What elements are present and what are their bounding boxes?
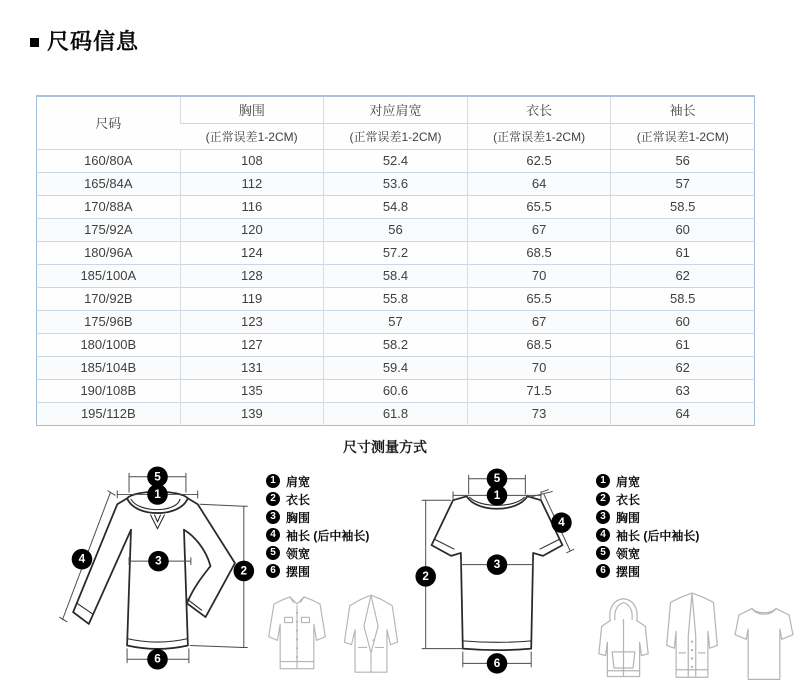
col-header-sleeve: 袖长 xyxy=(611,96,755,123)
cell: 185/100A xyxy=(37,264,181,287)
cell: 56 xyxy=(324,218,468,241)
marker-chest xyxy=(148,550,169,571)
size-table xyxy=(36,95,755,426)
legend-item xyxy=(266,545,402,562)
marker-shoulder-width xyxy=(147,484,168,505)
table-row xyxy=(37,172,755,195)
cell: 64 xyxy=(611,402,755,425)
cell: 58.4 xyxy=(324,264,468,287)
cell: 61 xyxy=(611,333,755,356)
cell: 57 xyxy=(324,310,468,333)
legend-item xyxy=(596,527,774,544)
svg-text:1: 1 xyxy=(493,488,501,502)
denim-jacket-icon xyxy=(266,589,328,681)
cell: 112 xyxy=(180,172,324,195)
page-title: 尺码信息 xyxy=(47,29,140,54)
cell: 160/80A xyxy=(37,149,181,172)
cell: 62.5 xyxy=(467,149,611,172)
cell: 60 xyxy=(611,310,755,333)
cell: 139 xyxy=(180,402,324,425)
legend-number-badge: 4 xyxy=(596,528,610,542)
table-row xyxy=(37,195,755,218)
legend-number-badge: 5 xyxy=(266,546,280,560)
measure-legend-right xyxy=(596,473,774,685)
legend-label: 摆围 xyxy=(286,564,311,579)
cardigan-icon xyxy=(663,589,721,685)
cell: 123 xyxy=(180,310,324,333)
cell: 67 xyxy=(467,218,611,241)
cell: 165/84A xyxy=(37,172,181,195)
svg-text:1: 1 xyxy=(154,487,161,501)
cell: 175/96B xyxy=(37,310,181,333)
legend-item xyxy=(596,509,774,526)
legend-item xyxy=(596,473,774,490)
legend-label: 摆围 xyxy=(616,564,641,579)
cell: 175/92A xyxy=(37,218,181,241)
cell: 70 xyxy=(467,356,611,379)
cell: 54.8 xyxy=(324,195,468,218)
marker-chest xyxy=(487,554,508,575)
cell: 52.4 xyxy=(324,149,468,172)
table-row xyxy=(37,402,755,425)
table-row xyxy=(37,149,755,172)
tolerance-note: (正常误差1-2CM) xyxy=(467,123,611,149)
cell: 70 xyxy=(467,264,611,287)
marker-hem-width xyxy=(487,653,508,674)
table-row xyxy=(37,218,755,241)
svg-text:6: 6 xyxy=(154,652,161,666)
size-table-header xyxy=(37,96,755,149)
tolerance-note: (正常误差1-2CM) xyxy=(611,123,755,149)
legend-number-badge: 1 xyxy=(596,474,610,488)
col-header-shoulder: 对应肩宽 xyxy=(324,96,468,123)
legend-item xyxy=(266,473,402,490)
legend-label: 领宽 xyxy=(286,546,311,561)
cell: 127 xyxy=(180,333,324,356)
legend-label: 肩宽 xyxy=(616,474,641,489)
legend-item xyxy=(266,527,402,544)
cell: 62 xyxy=(611,264,755,287)
square-bullet-icon xyxy=(30,38,39,47)
measurement-section xyxy=(0,437,770,685)
svg-text:4: 4 xyxy=(78,552,86,566)
cell: 58.5 xyxy=(611,287,755,310)
marker-garment-length xyxy=(234,560,255,581)
cell: 170/88A xyxy=(37,195,181,218)
tshirt-measure-diagram xyxy=(404,467,590,677)
legend-item xyxy=(266,509,402,526)
col-header-size: 尺码 xyxy=(37,96,181,149)
tolerance-note: (正常误差1-2CM) xyxy=(180,123,324,149)
hoodie-icon xyxy=(596,595,651,685)
legend-number-badge: 5 xyxy=(596,546,610,560)
legend-number-badge: 3 xyxy=(596,510,610,524)
col-header-chest: 胸围 xyxy=(180,96,324,123)
marker-sleeve-length xyxy=(72,548,93,569)
svg-text:4: 4 xyxy=(558,515,565,529)
cell: 61.8 xyxy=(324,402,468,425)
measurement-diagrams-row xyxy=(56,459,770,685)
legend-number-badge: 6 xyxy=(266,564,280,578)
cell: 124 xyxy=(180,241,324,264)
cell: 119 xyxy=(180,287,324,310)
legend-item xyxy=(596,545,774,562)
legend-number-badge: 3 xyxy=(266,510,280,524)
legend-item xyxy=(266,563,402,580)
marker-sleeve-length xyxy=(551,512,572,533)
legend-item xyxy=(596,491,774,508)
cell: 73 xyxy=(467,402,611,425)
legend-label: 胸围 xyxy=(286,510,311,525)
marker-garment-length xyxy=(415,566,436,587)
measurement-title: 尺寸测量方式 xyxy=(343,438,427,455)
cell: 65.5 xyxy=(467,287,611,310)
cell: 135 xyxy=(180,379,324,402)
marker-shoulder-width xyxy=(487,485,508,506)
marker-collar-width xyxy=(147,466,168,487)
svg-text:2: 2 xyxy=(422,569,429,583)
table-row xyxy=(37,310,755,333)
cell: 63 xyxy=(611,379,755,402)
legend-label: 袖长 (后中袖长) xyxy=(616,528,700,543)
svg-text:6: 6 xyxy=(493,656,501,670)
legend-number-badge: 6 xyxy=(596,564,610,578)
cell: 180/96A xyxy=(37,241,181,264)
legend-label: 领宽 xyxy=(616,546,641,561)
svg-text:2: 2 xyxy=(240,563,248,577)
cell: 116 xyxy=(180,195,324,218)
table-row xyxy=(37,287,755,310)
cell: 71.5 xyxy=(467,379,611,402)
tee-icon xyxy=(733,603,795,685)
col-header-length: 衣长 xyxy=(467,96,611,123)
cell: 128 xyxy=(180,264,324,287)
svg-text:3: 3 xyxy=(155,554,162,568)
table-row xyxy=(37,356,755,379)
svg-text:3: 3 xyxy=(493,557,501,571)
table-row xyxy=(37,379,755,402)
cell: 58.2 xyxy=(324,333,468,356)
legend-label: 胸围 xyxy=(616,510,641,525)
cell: 60 xyxy=(611,218,755,241)
cell: 55.8 xyxy=(324,287,468,310)
table-row xyxy=(37,264,755,287)
svg-text:5: 5 xyxy=(154,469,161,483)
cell: 56 xyxy=(611,149,755,172)
legend-item xyxy=(266,491,402,508)
legend-label: 衣长 xyxy=(616,492,641,507)
marker-hem-width xyxy=(147,648,168,669)
cell: 195/112B xyxy=(37,402,181,425)
table-row xyxy=(37,241,755,264)
cell: 108 xyxy=(180,149,324,172)
cell: 59.4 xyxy=(324,356,468,379)
cell: 185/104B xyxy=(37,356,181,379)
cell: 58.5 xyxy=(611,195,755,218)
legend-item xyxy=(596,563,774,580)
cell: 131 xyxy=(180,356,324,379)
cell: 64 xyxy=(467,172,611,195)
garment-type-icons xyxy=(266,589,402,681)
cell: 61 xyxy=(611,241,755,264)
garment-type-icons xyxy=(596,589,774,685)
cell: 190/108B xyxy=(37,379,181,402)
svg-text:5: 5 xyxy=(493,471,501,485)
size-table-body xyxy=(37,149,755,425)
sweatshirt-measure-diagram xyxy=(56,465,258,671)
legend-label: 肩宽 xyxy=(286,474,311,489)
legend-number-badge: 2 xyxy=(596,492,610,506)
cell: 170/92B xyxy=(37,287,181,310)
cell: 120 xyxy=(180,218,324,241)
cell: 65.5 xyxy=(467,195,611,218)
cell: 57.2 xyxy=(324,241,468,264)
cell: 53.6 xyxy=(324,172,468,195)
legend-label: 袖长 (后中袖长) xyxy=(286,528,370,543)
legend-number-badge: 2 xyxy=(266,492,280,506)
page-title-row xyxy=(0,0,790,56)
measure-legend-left xyxy=(266,473,402,681)
tolerance-note: (正常误差1-2CM) xyxy=(324,123,468,149)
legend-number-badge: 4 xyxy=(266,528,280,542)
legend-label: 衣长 xyxy=(286,492,311,507)
blazer-icon xyxy=(340,589,402,681)
cell: 68.5 xyxy=(467,241,611,264)
cell: 57 xyxy=(611,172,755,195)
table-row xyxy=(37,333,755,356)
legend-number-badge: 1 xyxy=(266,474,280,488)
cell: 67 xyxy=(467,310,611,333)
cell: 60.6 xyxy=(324,379,468,402)
cell: 68.5 xyxy=(467,333,611,356)
cell: 62 xyxy=(611,356,755,379)
cell: 180/100B xyxy=(37,333,181,356)
